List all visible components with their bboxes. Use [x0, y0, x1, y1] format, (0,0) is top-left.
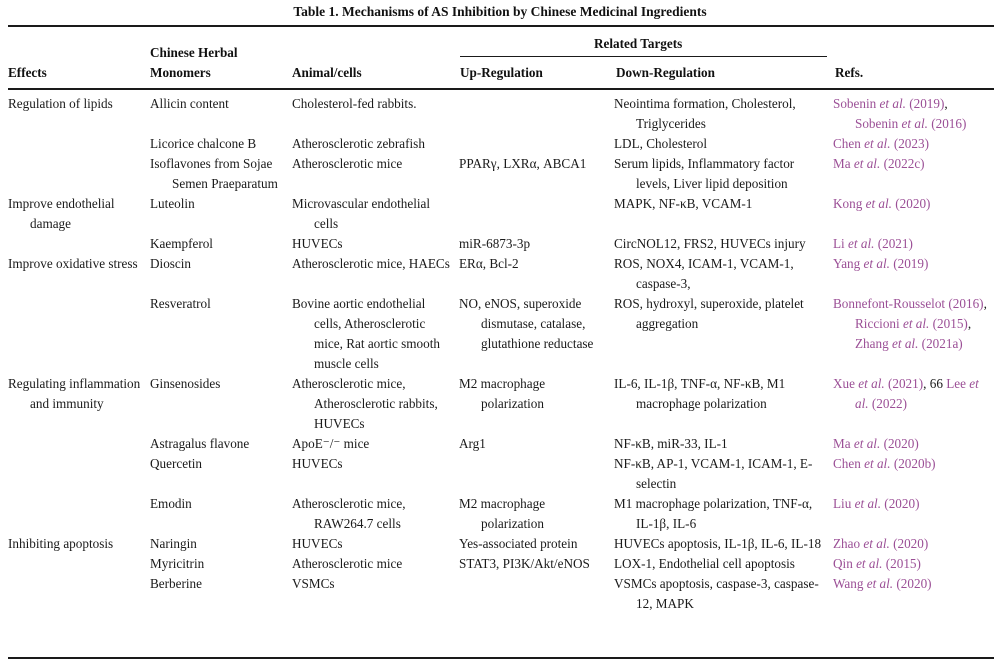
animal-cell: [292, 94, 459, 134]
reference-link[interactable]: [833, 156, 925, 171]
header-monomers-line2: Monomers: [150, 65, 211, 80]
table-row: [8, 294, 994, 374]
animal-cell: [292, 254, 459, 294]
reference-link[interactable]: [833, 96, 944, 111]
table-row: [8, 154, 994, 194]
reference-link[interactable]: [855, 116, 966, 131]
refs-list: [833, 254, 994, 274]
animal-cell: [292, 554, 459, 574]
ref-year: (2021a): [921, 336, 963, 351]
header-related-targets: Related Targets: [594, 36, 683, 51]
down-regulation-cell: [614, 194, 833, 234]
down-regulation-cell: [614, 374, 833, 434]
refs-list: [833, 494, 994, 514]
ref-etal: et al.: [901, 116, 928, 131]
table-row: [8, 534, 994, 554]
down-regulation-cell: [614, 494, 833, 534]
ref-etal: et al.: [856, 556, 883, 571]
reference-link[interactable]: [833, 376, 923, 391]
animal-cell-text: HUVECs: [292, 456, 343, 471]
ref-year: (2015): [885, 556, 921, 571]
down-regulation-cell-text: CircNOL12, FRS2, HUVECs injury: [614, 236, 806, 251]
header-refs: Refs.: [835, 65, 864, 80]
up-regulation-cell-text: STAT3, PI3K/Akt/eNOS: [459, 556, 590, 571]
animal-cell: [292, 234, 459, 254]
monomer-cell: [150, 554, 292, 574]
ref-year: (2021): [887, 376, 924, 391]
ref-year: (2020): [895, 196, 931, 211]
monomer-cell-text: Isoflavones from Sojae Semen Praeparatum: [150, 156, 278, 191]
table-row: [8, 134, 994, 154]
monomer-cell: [150, 454, 292, 494]
monomer-cell: [150, 374, 292, 434]
refs-list: [833, 294, 994, 354]
effect-cell: [8, 434, 150, 454]
down-regulation-cell: [614, 434, 833, 454]
ref-author: Liu: [833, 496, 852, 511]
animal-cell-text: Atherosclerotic mice: [292, 156, 403, 171]
table-row: [8, 574, 994, 614]
refs-list: [833, 234, 994, 254]
ref-author: Riccioni: [855, 316, 900, 331]
up-regulation-cell-text: M2 macrophage polarization: [459, 376, 546, 411]
ref-etal: et al.: [865, 196, 892, 211]
monomer-cell-text: Kaempferol: [150, 236, 213, 251]
up-regulation-cell-text: Yes-associated protein: [459, 536, 578, 551]
header-rule: [8, 88, 994, 90]
monomer-cell: [150, 194, 292, 234]
animal-cell-text: Atherosclerotic mice, HAECs: [292, 256, 450, 271]
animal-cell: [292, 454, 459, 494]
ref-author: Chen: [833, 136, 861, 151]
monomer-cell-text: Berberine: [150, 576, 202, 591]
effect-cell-text: Improve oxidative stress: [8, 256, 138, 271]
up-regulation-cell: [459, 94, 614, 134]
reference-link[interactable]: [833, 536, 928, 551]
ref-etal: et al.: [863, 536, 890, 551]
effect-cell: [8, 374, 150, 434]
monomer-cell-text: Astragalus flavone: [150, 436, 250, 451]
reference-link[interactable]: [833, 296, 984, 311]
up-regulation-cell: [459, 434, 614, 454]
ref-etal: et al.: [864, 136, 891, 151]
up-regulation-cell: [459, 154, 614, 194]
effect-cell: [8, 294, 150, 374]
ref-etal: et al.: [854, 496, 881, 511]
ref-year: (2020): [893, 536, 929, 551]
reference-link[interactable]: [833, 576, 932, 591]
monomer-cell-text: Licorice chalcone B: [150, 136, 257, 151]
reference-link[interactable]: [855, 316, 968, 331]
refs-cell: [833, 494, 994, 534]
down-regulation-cell: [614, 554, 833, 574]
table-row: [8, 454, 994, 494]
ref-year: (2015): [932, 316, 968, 331]
animal-cell-text: ApoE⁻/⁻ mice: [292, 436, 370, 451]
refs-cell: [833, 94, 994, 134]
reference-link[interactable]: [833, 136, 929, 151]
table-row: [8, 434, 994, 454]
monomer-cell: [150, 574, 292, 614]
down-regulation-cell-text: NF-κB, miR-33, IL-1: [614, 436, 728, 451]
ref-year: (2020): [884, 496, 920, 511]
ref-author: Sobenin: [855, 116, 899, 131]
refs-list: [833, 134, 994, 154]
table-row: [8, 194, 994, 234]
ref-year: (2020b): [893, 456, 936, 471]
animal-cell: [292, 374, 459, 434]
animal-cell-text: HUVECs: [292, 236, 343, 251]
down-regulation-cell-text: Serum lipids, Inflammatory factor levels, Liver lipid deposition: [614, 156, 795, 191]
ref-year: (2023): [893, 136, 929, 151]
animal-cell-text: VSMCs: [292, 576, 335, 591]
animal-cell-text: Microvascular endothelial cells: [292, 196, 431, 231]
effect-cell-text: Inhibiting apoptosis: [8, 536, 114, 551]
monomer-cell: [150, 294, 292, 374]
animal-cell-text: Bovine aortic endothelial cells, Atherosclerotic mice, Rat aortic smooth muscle cells: [292, 296, 440, 371]
down-regulation-cell-text: IL-6, IL-1β, TNF-α, NF-κB, M1 macrophage polarization: [614, 376, 786, 411]
monomer-cell-text: Allicin content: [150, 96, 229, 111]
down-regulation-cell-text: ROS, NOX4, ICAM-1, VCAM-1, caspase-3,: [614, 256, 794, 291]
up-regulation-cell-text: M2 macrophage polarization: [459, 496, 546, 531]
refs-cell: [833, 534, 994, 554]
down-regulation-cell: [614, 574, 833, 614]
refs-cell: [833, 434, 994, 454]
table-title: Table 1. Mechanisms of AS Inhibition by Chinese Medicinal Ingredients: [293, 4, 707, 19]
effect-cell: [8, 554, 150, 574]
effect-cell: [8, 534, 150, 554]
animal-cell: [292, 154, 459, 194]
down-regulation-cell: [614, 234, 833, 254]
down-regulation-cell: [614, 454, 833, 494]
reference-link[interactable]: [833, 456, 936, 471]
ref-author: Zhao: [833, 536, 861, 551]
animal-cell: [292, 294, 459, 374]
monomer-cell-text: Naringin: [150, 536, 197, 551]
monomer-cell: [150, 494, 292, 534]
reference-link[interactable]: [833, 556, 921, 571]
ref-etal: et al.: [863, 256, 890, 271]
down-regulation-cell: [614, 154, 833, 194]
monomer-cell-text: Resveratrol: [150, 296, 211, 311]
ref-etal: et al.: [853, 156, 881, 171]
ref-separator: ,: [944, 96, 948, 111]
monomer-cell: [150, 254, 292, 294]
animal-cell: [292, 194, 459, 234]
ref-etal: et al.: [902, 316, 930, 331]
monomer-cell: [150, 94, 292, 134]
ref-separator: ,: [983, 296, 987, 311]
effect-cell: [8, 254, 150, 294]
ref-etal: et al.: [879, 96, 906, 111]
up-regulation-cell: [459, 574, 614, 614]
down-regulation-cell: [614, 254, 833, 294]
effect-cell: [8, 154, 150, 194]
ref-author: Yang: [833, 256, 861, 271]
bottom-rule: [8, 657, 994, 659]
up-regulation-cell: [459, 554, 614, 574]
refs-list: [833, 374, 994, 414]
ref-etal: et al.: [855, 376, 979, 411]
refs-list: [833, 94, 994, 134]
refs-cell: [833, 574, 994, 614]
ref-year: (2022c): [883, 156, 925, 171]
animal-cell-text: Atherosclerotic mice, Atherosclerotic rabbits, HUVECs: [292, 376, 438, 431]
ref-author: Ma: [833, 436, 851, 451]
refs-cell: [833, 134, 994, 154]
ref-separator: ,: [967, 316, 972, 331]
ref-year: (2019): [893, 256, 929, 271]
refs-list: [833, 194, 994, 214]
top-rule: [8, 25, 994, 27]
reference-link[interactable]: [833, 496, 919, 511]
ref-author: Xue: [833, 376, 855, 391]
table-row: [8, 494, 994, 534]
down-regulation-cell: [614, 534, 833, 554]
animal-cell-text: Atherosclerotic mice: [292, 556, 403, 571]
ref-etal: et al.: [858, 376, 885, 391]
up-regulation-cell: [459, 494, 614, 534]
up-regulation-cell-text: Arg1: [459, 436, 486, 451]
ref-etal: et al.: [853, 436, 881, 451]
ref-author: Kong: [833, 196, 863, 211]
refs-cell: [833, 454, 994, 494]
ref-author: Wang: [833, 576, 864, 591]
table-row: [8, 374, 994, 434]
table-row: [8, 94, 994, 134]
down-regulation-cell-text: M1 macrophage polarization, TNF-α, IL-1β, IL-6: [614, 496, 813, 531]
down-regulation-cell-text: LDL, Cholesterol: [614, 136, 708, 151]
related-targets-rule: [460, 56, 827, 57]
up-regulation-cell: [459, 234, 614, 254]
effect-cell: [8, 134, 150, 154]
up-regulation-cell: [459, 454, 614, 494]
up-regulation-cell: [459, 194, 614, 234]
monomer-cell-text: Myricitrin: [150, 556, 205, 571]
up-regulation-cell: [459, 134, 614, 154]
effect-cell: [8, 454, 150, 494]
ref-author: Chen: [833, 456, 861, 471]
monomer-cell-text: Emodin: [150, 496, 192, 511]
refs-list: [833, 454, 994, 474]
refs-cell: [833, 374, 994, 434]
header-down-regulation: Down-Regulation: [616, 65, 715, 80]
up-regulation-cell: [459, 294, 614, 374]
refs-cell: [833, 234, 994, 254]
refs-cell: [833, 554, 994, 574]
reference-link[interactable]: [855, 336, 963, 351]
ref-author: Bonnefont-Rousselot: [833, 296, 946, 311]
reference-link[interactable]: [833, 196, 930, 211]
table-row: [8, 254, 994, 294]
header-up-regulation: Up-Regulation: [460, 65, 543, 80]
down-regulation-cell: [614, 134, 833, 154]
monomer-cell-text: Luteolin: [150, 196, 195, 211]
down-regulation-cell-text: MAPK, NF-κB, VCAM-1: [614, 196, 753, 211]
up-regulation-cell: [459, 374, 614, 434]
reference-link[interactable]: [833, 256, 928, 271]
mechanisms-table: [8, 94, 994, 614]
animal-cell: [292, 434, 459, 454]
ref-etal: et al.: [848, 236, 875, 251]
header-monomers-line1: Chinese Herbal: [150, 45, 238, 60]
down-regulation-cell-text: NF-κB, AP-1, VCAM-1, ICAM-1, E-selectin: [614, 456, 813, 491]
ref-etal: et al.: [866, 576, 894, 591]
ref-year: (2022): [871, 396, 908, 411]
animal-cell-text: Cholesterol-fed rabbits.: [292, 96, 417, 111]
ref-etal: et al.: [892, 336, 919, 351]
effect-cell-text: Regulating inflammation and immunity: [8, 376, 141, 411]
down-regulation-cell-text: ROS, hydroxyl, superoxide, platelet aggregation: [614, 296, 804, 331]
refs-list: [833, 434, 994, 454]
effect-cell: [8, 194, 150, 234]
down-regulation-cell: [614, 294, 833, 374]
down-regulation-cell-text: LOX-1, Endothelial cell apoptosis: [614, 556, 795, 571]
refs-cell: [833, 154, 994, 194]
ref-author: Ma: [833, 156, 851, 171]
down-regulation-cell: [614, 94, 833, 134]
up-regulation-cell-text: PPARγ, LXRα, ABCA1: [459, 156, 587, 171]
animal-cell-text: Atherosclerotic mice, RAW264.7 cells: [292, 496, 406, 531]
ref-year: (2019): [909, 96, 945, 111]
monomer-cell: [150, 434, 292, 454]
table-body: [8, 94, 994, 614]
animal-cell: [292, 574, 459, 614]
ref-year: (2021): [877, 236, 913, 251]
ref-year: (2020): [896, 576, 932, 591]
effect-cell: [8, 574, 150, 614]
effect-cell: [8, 234, 150, 254]
up-regulation-cell: [459, 254, 614, 294]
up-regulation-cell-text: ERα, Bcl-2: [459, 256, 519, 271]
refs-list: [833, 534, 994, 554]
ref-year: (2016): [948, 296, 984, 311]
monomer-cell: [150, 134, 292, 154]
down-regulation-cell-text: VSMCs apoptosis, caspase-3, caspase-12, MAPK: [614, 576, 819, 611]
refs-list: [833, 154, 994, 174]
effect-cell-text: Regulation of lipids: [8, 96, 113, 111]
ref-separator: , 66: [923, 376, 943, 391]
monomer-cell: [150, 534, 292, 554]
down-regulation-cell-text: Neointima formation, Cholesterol, Triglycerides: [614, 96, 796, 131]
up-regulation-cell-text: miR-6873-3p: [459, 236, 531, 251]
header-animal-cells: Animal/cells: [292, 65, 362, 80]
animal-cell: [292, 134, 459, 154]
ref-author: Sobenin: [833, 96, 877, 111]
animal-cell: [292, 534, 459, 554]
ref-author: Li: [833, 236, 845, 251]
animal-cell: [292, 494, 459, 534]
up-regulation-cell: [459, 534, 614, 554]
table-row: [8, 554, 994, 574]
monomer-cell: [150, 234, 292, 254]
ref-etal: et al.: [864, 456, 891, 471]
table-row: [8, 234, 994, 254]
refs-cell: [833, 254, 994, 294]
refs-cell: [833, 194, 994, 234]
animal-cell-text: HUVECs: [292, 536, 343, 551]
reference-link[interactable]: [833, 236, 913, 251]
effect-cell: [8, 494, 150, 534]
ref-author: Lee: [946, 376, 966, 391]
up-regulation-cell-text: NO, eNOS, superoxide dismutase, catalase, glutathione reductase: [459, 296, 594, 351]
refs-cell: [833, 294, 994, 374]
monomer-cell-text: Quercetin: [150, 456, 202, 471]
header-effects: Effects: [8, 65, 47, 80]
animal-cell-text: Atherosclerotic zebrafish: [292, 136, 425, 151]
refs-list: [833, 554, 994, 574]
monomer-cell-text: Ginsenosides: [150, 376, 221, 391]
down-regulation-cell-text: HUVECs apoptosis, IL-1β, IL-6, IL-18: [614, 536, 822, 551]
ref-year: (2020): [883, 436, 919, 451]
ref-author: Qin: [833, 556, 853, 571]
monomer-cell-text: Dioscin: [150, 256, 192, 271]
refs-list: [833, 574, 994, 594]
effect-cell: [8, 94, 150, 134]
reference-link[interactable]: [833, 436, 919, 451]
ref-year: (2016): [931, 116, 967, 131]
monomer-cell: [150, 154, 292, 194]
effect-cell-text: Improve endothelial damage: [8, 196, 115, 231]
ref-author: Zhang: [855, 336, 889, 351]
